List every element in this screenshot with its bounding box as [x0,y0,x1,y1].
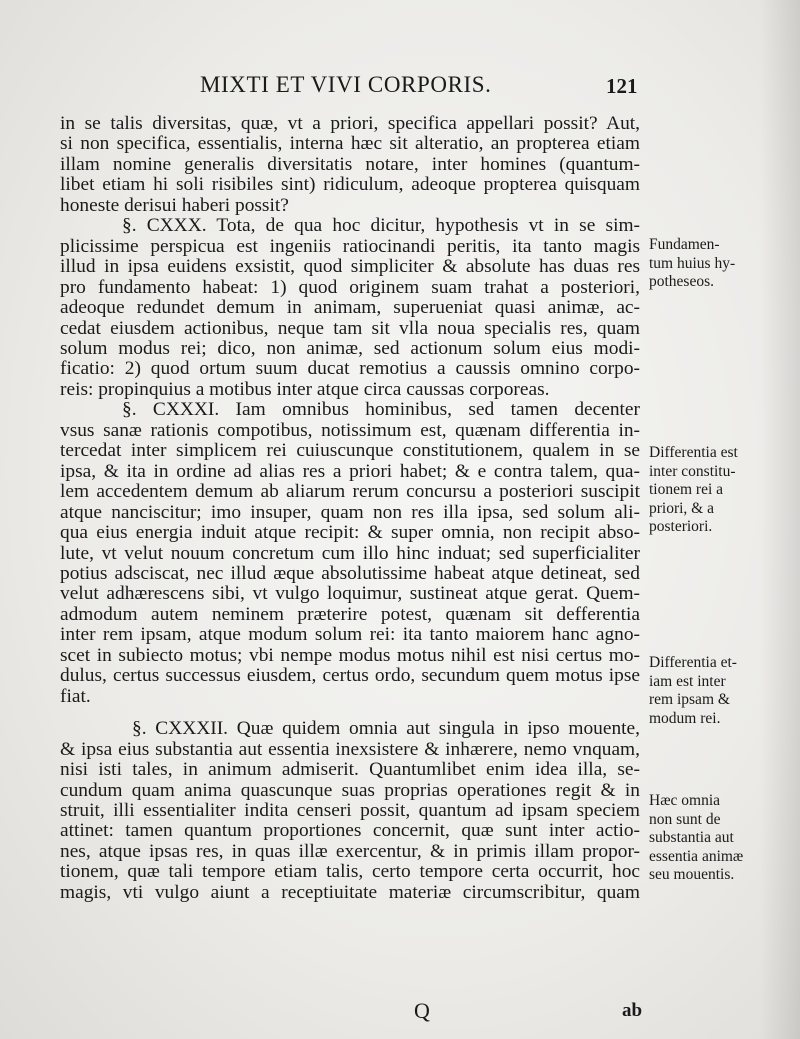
text-line: magis, vti vulgo aiunt a receptiuitate materiæ circumscribitur, quam [60,881,640,903]
margin-note-line: potheseos. [649,273,715,290]
text-line: ipsa, & ita in ordine ad alias res a priori habet; & e contra talem, qua- [60,460,640,482]
margin-note-line: Fundamen- [649,236,720,253]
text-line: struit, illi essentialiter indita censeri possit, quantum ad ipsam speciem [60,799,640,821]
text-line: atque nanciscitur; imo insuper, quam non res illa ipsa, sed solum ali- [60,501,640,523]
text-line: plicissime perspicua est ingeniis ratiocinandi peritis, ita tanto magis [60,235,640,257]
margin-note-line: modum rei. [649,709,721,727]
text-line: honeste derisui haberi possit? [60,194,289,216]
text-line: qua eius energia induit atque recipit: & super omnia, non recipit abso- [60,522,640,544]
catchword: ab [622,1000,643,1021]
text-line: fiat. [60,685,91,707]
margin-note-differentia-constitutionem [649,444,774,537]
text-line: & ipsa eius substantia aut essentia inexsistere & inhærere, nemo vnquam, [60,738,640,760]
text-line: velut adhærescens sibi, vt vulgo loquimur, sustineat atque gerat. Quem- [60,583,640,605]
text-line: potius adsciscat, nec illud æque absolutissime habeat atque detineat, sed [60,562,640,584]
margin-note-haec-omnia [649,792,774,885]
text-line: illam nomine generalis diversitatis notare, inter homines (quantum- [60,153,640,175]
margin-note-line: Differentia est [649,444,738,461]
margin-note-line: Hæc omnia [649,792,721,809]
text-line: ficatio: 2) quod ortum suum ducat remotius a caussis omnino corpo- [60,358,640,380]
margin-note-line: inter constitu- [649,462,736,480]
text-line: tercedat inter simplicem rei cuiuscunque constitutionem, qualem in se [60,440,640,462]
text-line: tionem, quæ tali tempore etiam talis, certo tempore certa occurrit, hoc [60,861,640,883]
margin-note-line: posteriori. [649,518,713,535]
section-cxxx-first-line: §. CXXX. Tota, de qua hoc dicitur, hypothesis vt in se sim- [122,215,640,237]
page-number: 121 [606,74,638,98]
text-line: inter rem ipsam, atque modum solum rei: ita tanto maiorem hanc agno- [60,624,640,646]
section-cxxxii-first-line: §. CXXXII. Quæ quidem omnia aut singula in ipso mouente, [132,718,640,740]
margin-note-line: non sunt de [649,810,721,828]
margin-note-fundamentum [649,236,774,292]
running-head [0,72,800,102]
section-cxxxi-first-line: §. CXXXI. Iam omnibus hominibus, sed tamen decenter [122,399,640,421]
text-line: dulus, certus successus eiusdem, certus ordo, secundum quem motus ipse [60,665,640,687]
text-line: admodum autem neminem præterire potest, quænam sit defferentia [60,603,640,625]
margin-note-line: priori, & a [649,499,714,517]
text-line: nes, atque ipsas res, in quas illæ exercentur, & in primis illam propor- [60,840,640,862]
text-line: lem accedentem demum ab aliarum rerum concursu a posteriori suscipit [60,481,640,503]
running-title: MIXTI ET VIVI CORPORIS. [200,72,492,97]
text-line: libet etiam hi soli risibiles sint) ridiculum, adeoque propterea quisquam [60,174,640,196]
text-line: cedat eiusdem actionibus, neque tam sit vlla noua specialis res, quam [60,317,640,339]
page-footer [0,998,800,1026]
text-line: solum modus rei; dico, non animæ, sed actionum solum eius modi- [60,337,640,359]
text-line: reis: propinquius a motibus inter atque circa caussas corporeas. [60,378,550,400]
margin-note-line: iam est inter [649,672,726,690]
margin-note-line: essentia animæ [649,847,744,865]
margin-note-line: rem ipsam & [649,691,730,708]
text-line: si non specifica, essentialis, interna hæc sit alteratio, an propterea etiam [60,133,640,155]
signature-mark: Q [414,998,430,1023]
margin-note-line: seu mouentis. [649,866,735,883]
text-line: pro fundamento habeat: 1) quod originem suam trahat a posteriori, [60,276,640,298]
text-line: scet in subiecto motus; vbi nempe modus motus nihil est nisi certus mo- [60,644,640,666]
main-text-block [60,114,640,903]
margin-note-line: substantia aut [649,829,734,846]
text-line: illud in ipsa euidens exsistit, quod simpliciter & absolute has duas res [60,256,640,278]
text-line: attinet: tamen quantum proportiones concernit, quæ sunt inter actio- [60,820,640,842]
text-line: adeoque redundet demum in animam, superueniat quasi animæ, ac- [60,297,640,319]
margin-note-line: tionem rei a [649,481,724,498]
margin-note-line: tum huius hy- [649,254,736,272]
text-line: vsus sanæ rationis compotibus, notissimum est, quænam differentia in- [60,419,640,441]
text-line: lute, vt velut nouum concretum cum illo hinc induat; sed superficialiter [60,542,640,564]
margin-note-differentia-modum [649,654,774,728]
text-line: in se talis diversitas, quæ, vt a priori, specifica appellari possit? Aut, [60,113,640,134]
text-line: nisi isti tales, in animum admiserit. Quantumlibet enim idea illa, se- [60,759,640,781]
margin-note-line: Differentia et- [649,654,737,671]
text-line: cundum quam anima quascunque suas proprias operationes regit & in [60,779,640,801]
